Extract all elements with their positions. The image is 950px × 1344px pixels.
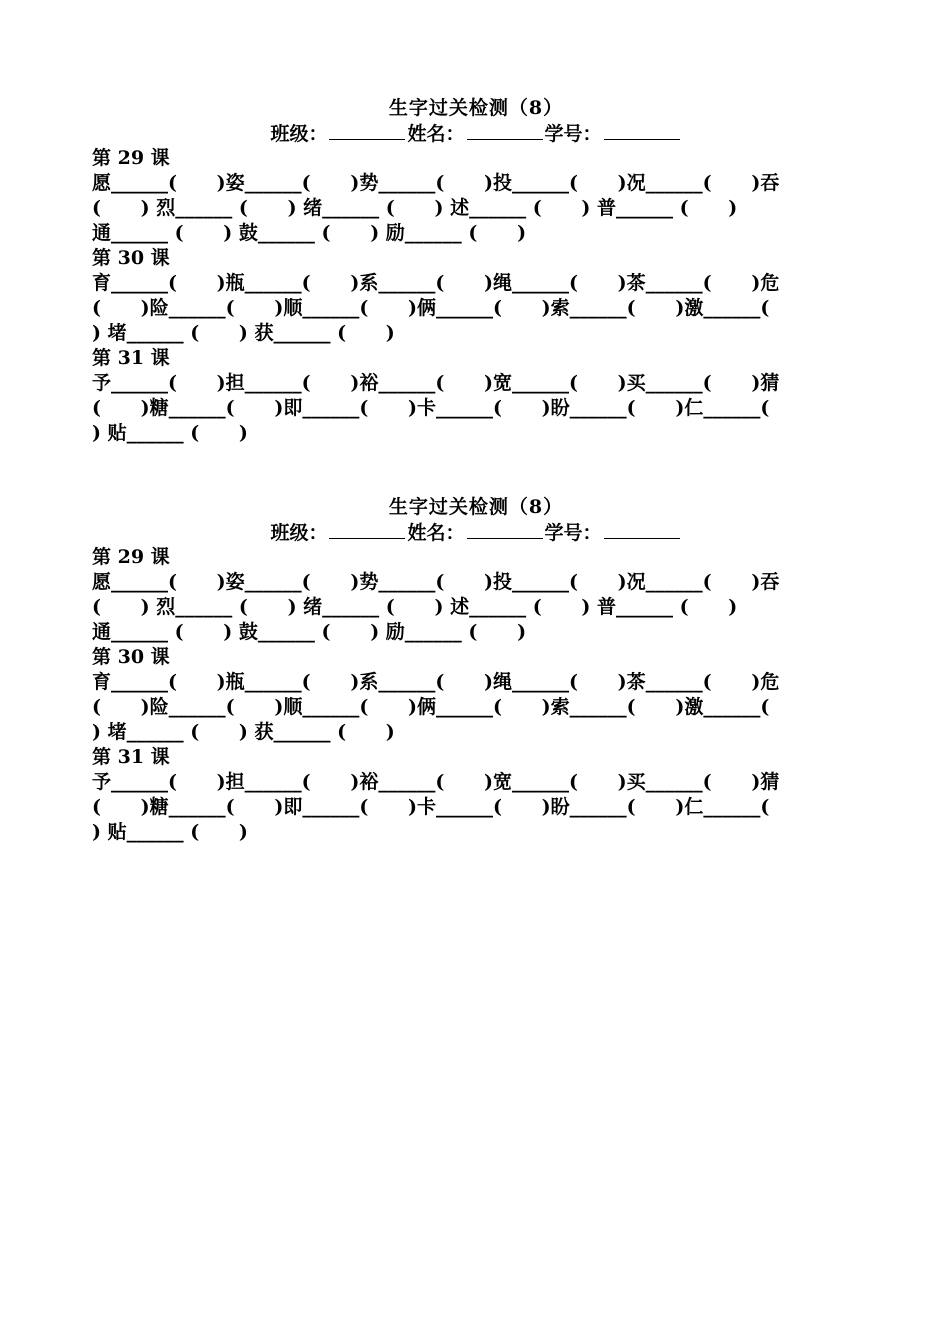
- lesson-29-row-2: ( ) 烈______ ( ) 绪______ ( ) 述______ ( ) 普______ ( ): [92, 596, 738, 618]
- lesson-30-row-1: 育______( )瓶______( )系______( )绳______( )茶______( )危: [92, 671, 780, 693]
- lesson-29-row-1: 愿______( )姿______( )势______( )投______( )况______( )吞: [92, 172, 780, 194]
- worksheet-2: [92, 495, 860, 845]
- lesson-30-heading: 第 30 课: [92, 646, 170, 668]
- lesson-31-row-1: 予______( )担______( )裕______( )宽______( )买______( )猜: [92, 372, 780, 394]
- student-info-line: [92, 121, 860, 146]
- lesson-29-heading: 第 29 课: [92, 147, 170, 169]
- lesson-29-row-3: 通______ ( ) 鼓______ ( ) 励______ ( ): [92, 621, 527, 643]
- lesson-30-row-3: ) 堵______ ( ) 获______ ( ): [92, 721, 395, 743]
- lesson-30-row-2: ( )险______( )顺______( )俩______( )索______( )激______(: [92, 696, 770, 718]
- student-info-line: [92, 520, 860, 545]
- id-label: 学号：: [544, 123, 602, 145]
- lesson-31-row-1: 予______( )担______( )裕______( )宽______( )买______( )猜: [92, 771, 780, 793]
- lesson-31-row-2: ( )糖______( )即______( )卡______( )盼______( )仁______(: [92, 796, 770, 818]
- lesson-30-row-3: ) 堵______ ( ) 获______ ( ): [92, 322, 395, 344]
- lesson-29-row-2: ( ) 烈______ ( ) 绪______ ( ) 述______ ( ) 普______ ( ): [92, 197, 738, 219]
- lesson-29-row-1: 愿______( )姿______( )势______( )投______( )况______( )吞: [92, 571, 780, 593]
- id-label: 学号：: [544, 522, 602, 544]
- lesson-31-row-2: ( )糖______( )即______( )卡______( )盼______( )仁______(: [92, 397, 770, 419]
- lesson-31-row-3: ) 贴______ ( ): [92, 422, 248, 444]
- id-blank[interactable]: [604, 520, 680, 539]
- lesson-30-row-2: ( )险______( )顺______( )俩______( )索______( )激______(: [92, 297, 770, 319]
- class-label: 班级：: [270, 123, 328, 145]
- class-label: 班级：: [270, 522, 328, 544]
- class-blank[interactable]: [329, 121, 405, 140]
- worksheet-title: 生字过关检测（8）: [388, 97, 564, 119]
- class-blank[interactable]: [329, 520, 405, 539]
- lesson-30-heading: 第 30 课: [92, 247, 170, 269]
- lesson-31-heading: 第 31 课: [92, 347, 170, 369]
- lesson-29-row-3: 通______ ( ) 鼓______ ( ) 励______ ( ): [92, 222, 527, 244]
- worksheet-title: 生字过关检测（8）: [388, 496, 564, 518]
- name-blank[interactable]: [467, 121, 543, 140]
- name-label: 姓名：: [407, 522, 465, 544]
- lesson-29-heading: 第 29 课: [92, 546, 170, 568]
- name-blank[interactable]: [467, 520, 543, 539]
- id-blank[interactable]: [604, 121, 680, 140]
- lesson-31-row-3: ) 贴______ ( ): [92, 821, 248, 843]
- worksheet-1: [92, 96, 860, 446]
- lesson-30-row-1: 育______( )瓶______( )系______( )绳______( )茶______( )危: [92, 272, 780, 294]
- name-label: 姓名：: [407, 123, 465, 145]
- lesson-31-heading: 第 31 课: [92, 746, 170, 768]
